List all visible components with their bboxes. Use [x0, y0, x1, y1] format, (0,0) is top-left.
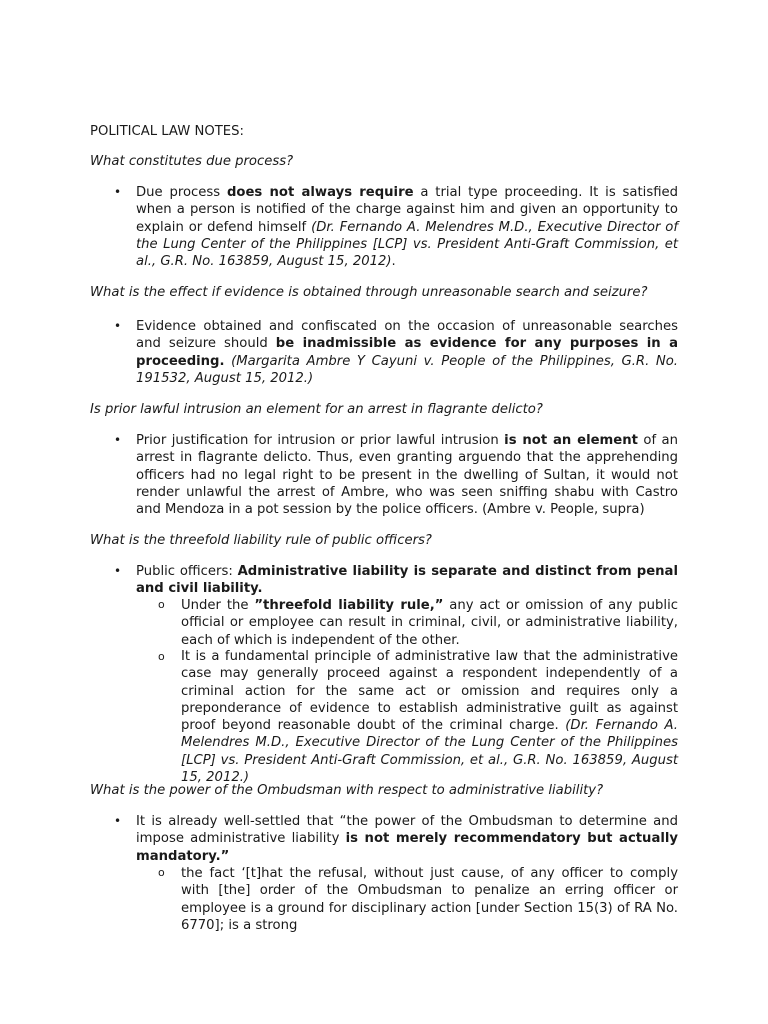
document-title: POLITICAL LAW NOTES: — [90, 124, 244, 139]
sub-bullet-marker: o — [158, 866, 165, 879]
question-due-process: What constitutes due process? — [90, 154, 294, 169]
bullet-marker: • — [114, 814, 122, 828]
sub-bullet-marker: o — [158, 598, 165, 611]
bullet-due-process — [136, 184, 678, 270]
sub-bullet-ombudsman-order — [181, 865, 678, 934]
bullet-unreasonable-search — [136, 318, 678, 387]
question-threefold-liability: What is the threefold liability rule of public officers? — [90, 533, 432, 548]
question-unreasonable-search: What is the effect if evidence is obtained through unreasonable search and seizure? — [90, 285, 648, 300]
bullet-prior-lawful-intrusion — [136, 432, 678, 518]
bullet-text: Due process does not always require a trial type proceeding. It is satisfied when a person is notified of the charge against him and given an opportunity to explain or defend himself (Dr. Fernando A. Melendres M.D., Executive Director of the Lung Center of the Philippines [LCP] vs. President Anti-Graft Commission, et al., G.R. No. 163859, August 15, 2012). — [136, 185, 678, 270]
sub-bullet-text: the fact ‘[t]hat the refusal, without just cause, of any officer to comply with [the] order of the Ombudsman to penalize an erring officer or employee is a ground for disciplinary action [under Section 15(3) of RA No. 6770]; is a strong — [181, 866, 678, 933]
sub-bullet-threefold-rule — [181, 597, 678, 649]
bullet-marker: • — [114, 433, 122, 447]
sub-bullet-text: Under the ”threefold liability rule,” any act or omission of any public official or employee can result in criminal, civil, or administrative liability, each of which is independent of the other. — [181, 598, 678, 648]
bullet-text: It is already well-settled that “the power of the Ombudsman to determine and impose administrative liability is not merely recommendatory but actually mandatory.” — [136, 814, 678, 864]
bullet-ombudsman-power — [136, 813, 678, 865]
bullet-text: Evidence obtained and confiscated on the occasion of unreasonable searches and seizure should be inadmissible as evidence for any purposes in a proceeding. (Margarita Ambre Y Cayuni v. People of the Philippines, G.R. No. 191532, August 15, 2012.) — [136, 319, 679, 386]
sub-bullet-text: It is a fundamental principle of administrative law that the administrative case may generally proceed against a respondent independently of a criminal action for the same act or omission and requires only a preponderance of evidence to establish administrative guilt as against proof beyond reasonable doubt of the criminal charge. (Dr. Fernando A. Melendres M.D., Executive Director of the Lung Center of the Philippines [LCP] vs. President Anti-Graft Commission, et al., G.R. No. 163859, August 15, 2012.) — [181, 649, 678, 786]
bullet-threefold-liability — [136, 563, 678, 598]
bullet-marker: • — [114, 564, 122, 578]
bullet-text: Prior justification for intrusion or prior lawful intrusion is not an element of an arrest in flagrante delicto. Thus, even granting arguendo that the apprehending officers had no legal right to be present in the dwelling of Sultan, it would not render unlawful the arrest of Ambre, who was seen sniffing shabu with Castro and Mendoza in a pot session by the police officers. (Ambre v. People, supra) — [136, 433, 678, 518]
question-prior-lawful-intrusion: Is prior lawful intrusion an element for an arrest in flagrante delicto? — [90, 402, 543, 417]
sub-bullet-marker: o — [158, 650, 165, 663]
bullet-marker: • — [114, 185, 122, 199]
question-ombudsman-power: What is the power of the Ombudsman with respect to administrative liability? — [90, 783, 604, 798]
bullet-text: Public officers: Administrative liability is separate and distinct from penal and civil liability. — [136, 564, 678, 597]
bullet-marker: • — [114, 319, 122, 333]
sub-bullet-administrative-principle — [181, 648, 678, 786]
